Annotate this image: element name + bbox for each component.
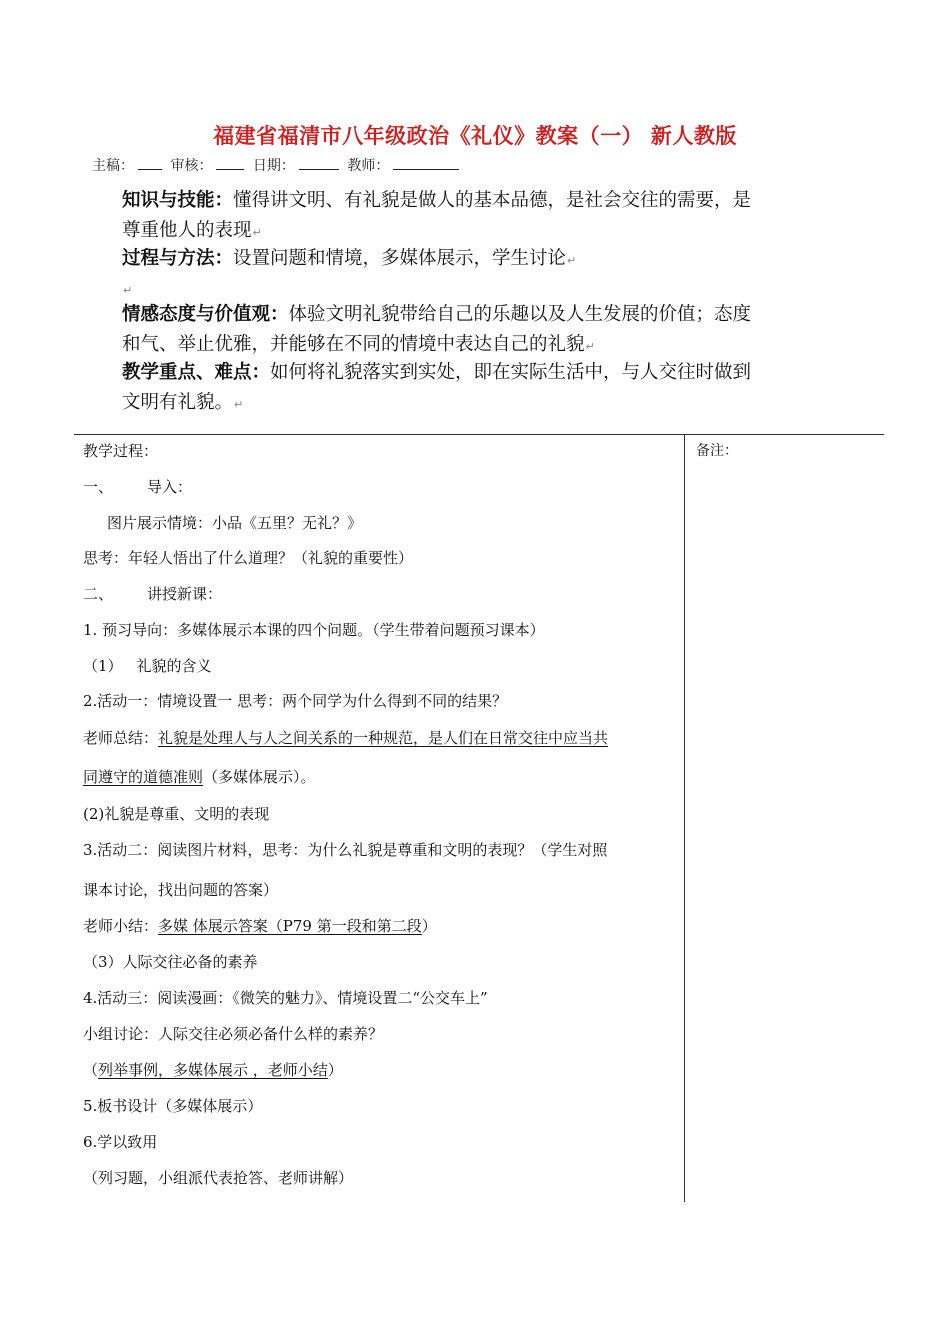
summary-label: 老师小结： xyxy=(83,917,159,935)
paragraph-mark: ↵ xyxy=(252,226,262,239)
teacher-summary-2 xyxy=(83,915,437,936)
list-item: 思考：年轻人悟出了什么道理？（礼貌的重要性） xyxy=(83,549,414,567)
section-number: 一、 xyxy=(83,478,114,496)
list-item: （列习题，小组派代表抢答、老师讲解） xyxy=(83,1169,354,1187)
list-item xyxy=(83,1059,343,1080)
focus-text-1: 如何将礼貌落实到实处，即在实际生活中，与人交往时做到 xyxy=(270,362,752,383)
summary-tail: ） xyxy=(421,917,437,935)
meta-line xyxy=(92,155,463,175)
reviewer-label: 审核： xyxy=(170,158,213,174)
list-item xyxy=(83,655,212,676)
objective-knowledge xyxy=(122,186,844,248)
process-text: 设置问题和情境，多媒体展示，学生讨论 xyxy=(233,248,567,269)
list-item: 4.活动三：阅读漫画：《微笑的魅力》、情境设置二“公交车上” xyxy=(83,989,488,1007)
summary-label: 老师总结： xyxy=(83,729,159,747)
teacher-summary-1 xyxy=(83,727,608,748)
focus-text-2: 文明有礼貌。 xyxy=(122,392,234,413)
list-item: 5.板书设计（多媒体展示） xyxy=(83,1097,263,1115)
process-label: 过程与方法： xyxy=(122,248,234,269)
author-blank xyxy=(138,157,162,170)
list-item: 图片展示情境：小品《五里？无礼？》 xyxy=(107,514,363,532)
objective-process xyxy=(122,244,844,276)
date-blank xyxy=(299,157,339,170)
list-item: 6.学以致用 xyxy=(83,1133,158,1151)
list-item: 小组讨论：人际交往必须必备什么样的素养？ xyxy=(83,1025,384,1043)
list-item: 1. 预习导向：多媒体展示本课的四个问题。（学生带着问题预习课本） xyxy=(83,621,545,639)
emotion-label: 情感态度与价值观： xyxy=(122,304,289,325)
date-label: 日期： xyxy=(252,158,295,174)
teacher-label: 教师： xyxy=(347,158,390,174)
summary-tail: （多媒体展示）。 xyxy=(203,768,316,786)
teacher-blank xyxy=(393,157,459,170)
paren-open: （ xyxy=(83,1061,99,1079)
paren-close: ） xyxy=(327,1061,343,1079)
item-number: （1） xyxy=(83,657,123,675)
list-item: 课本讨论，找出问题的答案） xyxy=(83,881,279,899)
emotion-text-1: 体验文明礼貌带给自己的乐趣以及人生发展的价值；态度 xyxy=(288,304,752,325)
focus-label: 教学重点、难点： xyxy=(122,362,271,383)
knowledge-text-1: 懂得讲文明、有礼貌是做人的基本品德，是社会交往的需要，是 xyxy=(233,190,752,211)
list-item: （3）人际交往必备的素养 xyxy=(83,953,258,971)
author-label: 主稿： xyxy=(92,158,134,174)
section-new-lesson xyxy=(83,583,222,604)
paragraph-mark: ↵ xyxy=(123,284,133,297)
item-text: 礼貌的含义 xyxy=(136,657,212,675)
section-title: 导入： xyxy=(147,478,193,496)
list-item: 3.活动二：阅读图片材料，思考：为什么礼貌是尊重和文明的表现？（学生对照 xyxy=(83,841,608,859)
notes-header: 备注： xyxy=(696,443,738,459)
teacher-summary-1-cont xyxy=(83,766,316,787)
summary-underlined: 同遵守的道德准则 xyxy=(83,768,204,786)
emotion-text-2: 和气、举止优雅，并能够在不同的情境中表达自己的礼貌 xyxy=(122,334,585,355)
paragraph-mark: ↵ xyxy=(567,254,577,267)
section-intro xyxy=(83,476,192,497)
summary-underlined: 多媒 体展示答案（P79 第一段和第二段 xyxy=(158,917,422,935)
paragraph-mark: ↵ xyxy=(585,340,595,353)
list-item: (2)礼貌是尊重、文明的表现 xyxy=(83,805,270,823)
paragraph-mark: ↵ xyxy=(234,398,244,411)
summary-underlined: 列举事例，多媒体展示 ，老师小结 xyxy=(98,1061,328,1079)
page-title: 福建省福清市八年级政治《礼仪》教案（一） 新人教版 xyxy=(213,124,737,148)
knowledge-text-2: 尊重他人的表现 xyxy=(122,220,252,241)
knowledge-label: 知识与技能： xyxy=(122,190,234,211)
objective-emotion xyxy=(122,300,844,362)
summary-underlined: 礼貌是处理人与人之间关系的一种规范，是人们在日常交往中应当共 xyxy=(158,729,609,747)
column-divider xyxy=(684,434,685,1202)
section-number: 二、 xyxy=(83,585,114,603)
section-title: 讲授新课： xyxy=(147,585,223,603)
process-header: 教学过程： xyxy=(83,442,159,460)
reviewer-blank xyxy=(216,157,244,170)
list-item: 2.活动一：情境设置一 思考：两个同学为什么得到不同的结果？ xyxy=(83,692,508,710)
objective-focus xyxy=(122,358,844,420)
